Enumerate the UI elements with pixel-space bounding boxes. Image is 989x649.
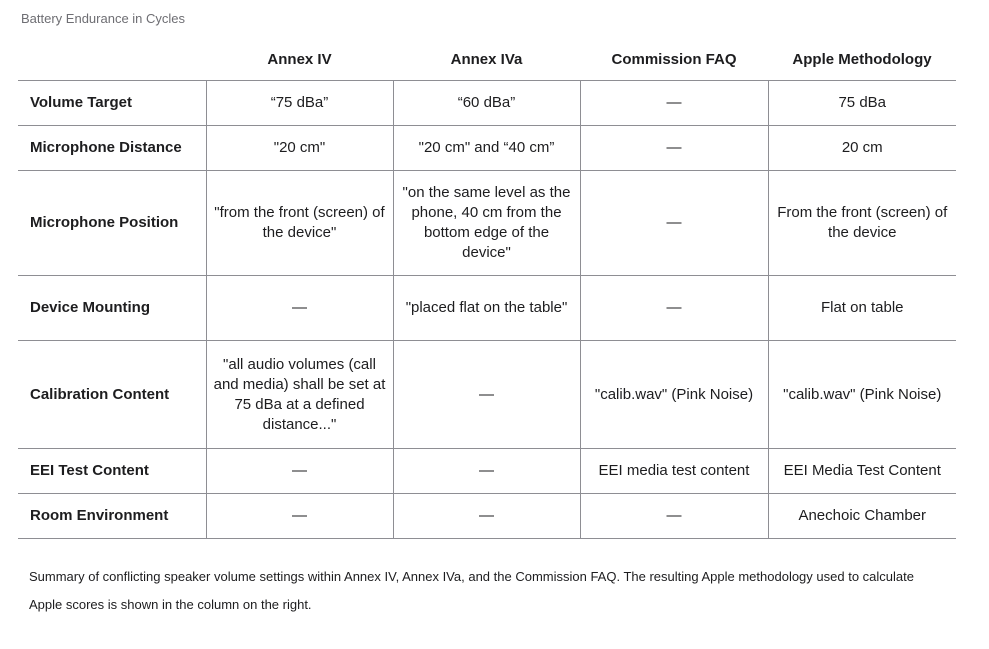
- table-cell: "from the front (screen) of the device": [206, 171, 393, 276]
- table-cell: —: [206, 276, 393, 341]
- row-label: Microphone Distance: [18, 126, 206, 171]
- row-label: Device Mounting: [18, 276, 206, 341]
- table-header-row: [18, 40, 956, 81]
- page-title: Battery Endurance in Cycles: [21, 11, 186, 26]
- table-cell: EEI Media Test Content: [768, 449, 956, 494]
- table-cell: Flat on table: [768, 276, 956, 341]
- table-cell: —: [580, 81, 768, 126]
- row-label: Room Environment: [18, 494, 206, 539]
- table-row: [18, 449, 956, 494]
- table-cell: —: [393, 341, 580, 449]
- table-cell: —: [206, 449, 393, 494]
- table-cell: "20 cm" and “40 cm”: [393, 126, 580, 171]
- table-cell: —: [393, 494, 580, 539]
- header-cell-empty: [18, 40, 206, 81]
- row-label: Volume Target: [18, 81, 206, 126]
- row-label: EEI Test Content: [18, 449, 206, 494]
- table-cell: “75 dBa”: [206, 81, 393, 126]
- table-cell: Anechoic Chamber: [768, 494, 956, 539]
- table-cell: "20 cm": [206, 126, 393, 171]
- table-cell: From the front (screen) of the device: [768, 171, 956, 276]
- comparison-table: [18, 40, 956, 539]
- table-cell: “60 dBa”: [393, 81, 580, 126]
- table-cell: "placed flat on the table": [393, 276, 580, 341]
- table-cell: —: [580, 171, 768, 276]
- table-row: [18, 341, 956, 449]
- table-row: [18, 494, 956, 539]
- table-cell: —: [580, 276, 768, 341]
- header-annex-iv: Annex IV: [206, 40, 393, 81]
- table-cell: "all audio volumes (call and media) shall be set at 75 dBa at a defined distance...": [206, 341, 393, 449]
- row-label: Microphone Position: [18, 171, 206, 276]
- table-cell: —: [580, 126, 768, 171]
- table-cell: —: [580, 494, 768, 539]
- table-cell: 20 cm: [768, 126, 956, 171]
- header-commission-faq: Commission FAQ: [580, 40, 768, 81]
- header-annex-iva: Annex IVa: [393, 40, 580, 81]
- table-cell: EEI media test content: [580, 449, 768, 494]
- table-row: [18, 171, 956, 276]
- table-caption: Summary of conflicting speaker volume settings within Annex IV, Annex IVa, and the Commission FAQ. The resulting Apple methodology used to calculate Apple scores is shown in the column on the right.: [29, 569, 914, 612]
- table-row: [18, 126, 956, 171]
- header-apple-methodology: Apple Methodology: [768, 40, 956, 81]
- table-cell: "on the same level as the phone, 40 cm from the bottom edge of the device": [393, 171, 580, 276]
- row-label: Calibration Content: [18, 341, 206, 449]
- table-row: [18, 81, 956, 126]
- table-cell: —: [206, 494, 393, 539]
- table-cell: "calib.wav" (Pink Noise): [580, 341, 768, 449]
- table-cell: —: [393, 449, 580, 494]
- table-cell: "calib.wav" (Pink Noise): [768, 341, 956, 449]
- table-cell: 75 dBa: [768, 81, 956, 126]
- table-row: [18, 276, 956, 341]
